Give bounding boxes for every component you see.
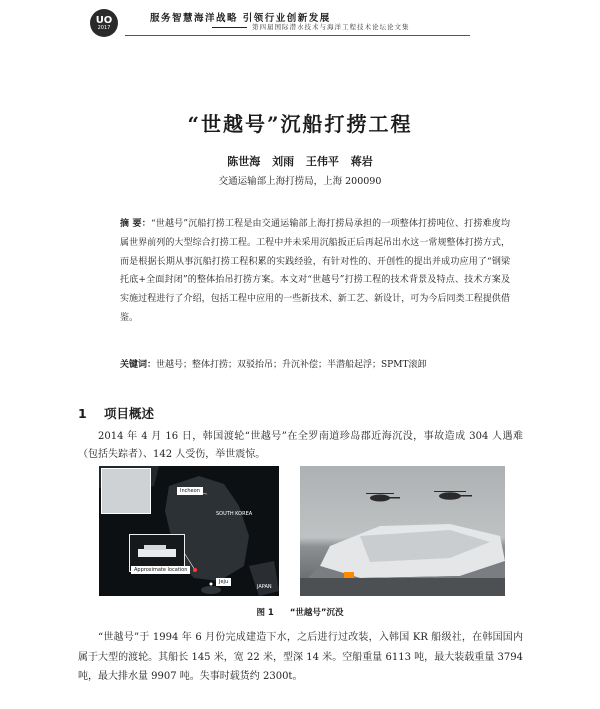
affiliation: 交通运输部上海打捞局，上海 200090: [218, 176, 382, 187]
jeju-island: [201, 586, 221, 594]
figure-caption: [0, 606, 600, 618]
header-rule: [212, 27, 247, 28]
rescue-boat: [344, 572, 354, 578]
helicopter-right: [434, 491, 472, 500]
accident-location-map: [99, 466, 279, 596]
abstract-text: “世越号”沉船打捞工程是由交通运输部上海打捞局承担的一项整体打捞吨位、打捞难度均属世界前列的大型综合打捞工程。工程中并未采用沉船扳正后再起吊出水这一常规整体打捞方式，而是根据长期从事沉船打捞工程积累的实践经验，有针对性的、开创性的提出并成功应用了“钢梁托底+全面封闭”的整体抬吊打捞方案。本文对“世越号”打捞工程的技术背景及特点、技术方案及实施过程进行了介绍，包括工程中应用的一些新技术、新工艺、新设计，可为今后同类工程提供借鉴。: [120, 219, 510, 323]
keywords: [120, 357, 520, 370]
logo-text: UO: [95, 15, 113, 26]
label-japan: JAPAN: [257, 584, 272, 590]
logo-sub: 2017: [97, 25, 111, 31]
figure-caption-number: 图 1: [256, 608, 274, 618]
header-slogan: 服务智慧海洋战略 引领行业创新发展: [150, 13, 331, 24]
authors: 陈世海 刘雨 王伟平 蒋岩: [227, 155, 373, 168]
sea-surface: [300, 578, 505, 596]
paragraph-1: 2014 年 4 月 16 日，韩国渡轮“世越号”在全罗南道珍岛郡近海沉没，事故造成 304 人遇难（包括失踪者）、142 人受伤，举世震惊。: [78, 431, 523, 460]
label-jeju: Jeju: [216, 578, 231, 586]
label-south-korea: SOUTH KOREA: [216, 511, 253, 517]
japan-landmass: [249, 561, 279, 596]
helicopter-left: [366, 493, 400, 502]
header-divider: [125, 35, 470, 36]
sinking-site-marker: [193, 568, 197, 572]
map-inset: [101, 468, 151, 514]
section-number: 1: [78, 406, 87, 421]
abstract-label: 摘 要：: [120, 219, 151, 229]
keywords-text: 世越号；整体打捞；双驳抬吊；升沉补偿；半潜船起浮；SPMT滚卸: [156, 360, 427, 370]
figure-caption-text: “世越号”沉没: [289, 608, 344, 618]
label-incheon: Incheon: [177, 487, 203, 495]
photo-graphic: [300, 466, 505, 596]
paper-title: “世越号”沉船打捞工程: [187, 112, 413, 136]
section-title: 项目概述: [104, 406, 155, 421]
capsized-ship-photo: [300, 466, 505, 596]
paragraph-2: “世越号”于 1994 年 6 月份完成建造下水，之后进行过改装，入韩国 KR 船级社，在韩国国内属于大型的渡轮。其船长 145 米，宽 22 米，型深 14 米。空船重量 6113 吨，最大装载重量 3794 吨，最大排水量 9907 吨。失事时载货约 2300t。: [78, 632, 523, 682]
keywords-label: 关键词：: [120, 360, 157, 370]
abstract: [120, 215, 510, 328]
section-heading: [78, 404, 154, 422]
header-series: 第四届国际潜水技术与海洋工程技术论坛论文集: [252, 23, 410, 31]
jeju-marker: [210, 583, 213, 586]
conference-logo: [90, 9, 118, 37]
label-approx-location: Approximate location: [131, 566, 190, 574]
